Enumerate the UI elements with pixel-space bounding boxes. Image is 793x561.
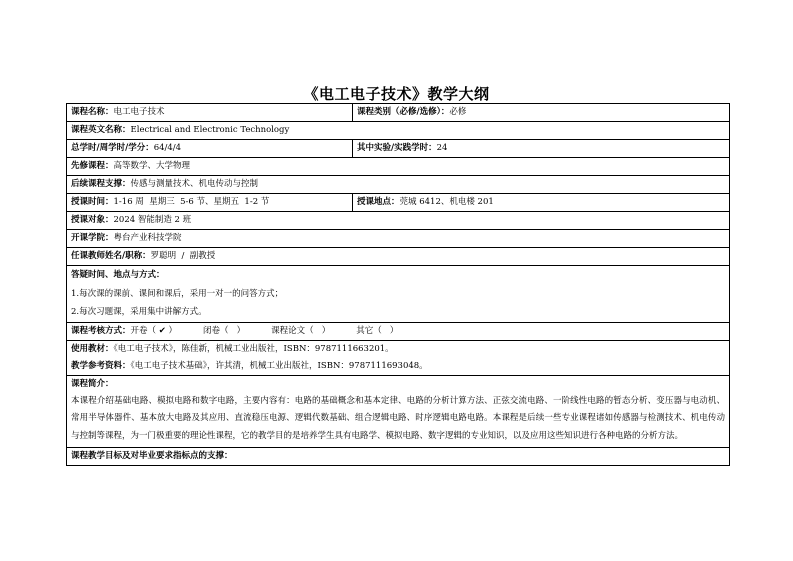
label: 授课地点： <box>357 197 400 207</box>
row-english-name <box>67 122 729 140</box>
label: 先修课程： <box>71 161 114 171</box>
lab-hours-value: 24 <box>436 143 448 153</box>
intro-text: 本课程介绍基础电路、模拟电路和数字电路，主要内容有：电路的基础概念和基本定律、电路的分析计算方法、正弦交流电路、一阶线性电路的暂态分析、变压器与电动机、常用半导体器件、基本放大电路及其应用、直流稳压电源、逻辑代数基础、组合逻辑电路、时序逻辑电路电路。本课程是后续一些专业课程诸如传感器与检测技术、机电传动与控制等课程，为一门极重要的理论性课程，它的教学目的是培养学生具有电路学、模拟电路、数字逻辑的专业知识，以及应用这些知识进行各种电路的分析方法。 <box>71 395 725 441</box>
row-course-name <box>67 104 729 122</box>
qa-line: 2.每次习题课，采用集中讲解方式。 <box>71 307 207 317</box>
row-college <box>67 230 729 248</box>
qa-line: 1.每次课的课前、课间和课后，采用一对一的问答方式； <box>71 288 284 299</box>
reference-value: 《电工电子技术基础》，许其清，机械工业出版社，ISBN：9787111693048。 <box>130 360 428 371</box>
assessment-paper: 课程论文（ ） <box>271 325 331 336</box>
label: 总学时/周学时/学分： <box>71 143 154 153</box>
followup-value: 传感与测量技术、机电传动与控制 <box>130 179 259 189</box>
row-assessment <box>67 323 729 341</box>
course-type-value: 必修 <box>449 107 467 117</box>
row-objectives <box>67 448 729 466</box>
textbook-value: 《电工电子技术》，陈佳新，机械工业出版社，ISBN：9787111663201。 <box>113 343 394 354</box>
label: 其中实验/实践学时： <box>357 143 437 153</box>
place-value: 莞城 6412、机电楼 201 <box>399 197 494 207</box>
label: 答疑时间、地点与方式： <box>71 270 165 280</box>
label: 教学参考资料： <box>71 360 131 371</box>
row-materials <box>67 341 729 376</box>
prerequisites-value: 高等数学、大学物理 <box>113 161 191 171</box>
row-prerequisites <box>67 158 729 176</box>
label: 课程类别（必修/选修）： <box>357 107 450 117</box>
label: 课程考核方式： <box>71 325 131 336</box>
label: 开课学院： <box>71 233 114 243</box>
label: 授课对象： <box>71 215 114 225</box>
hours-value: 64/4/4 <box>153 143 182 153</box>
time-value: 1-16 周 星期三 5-6 节、星期五 1-2 节 <box>113 197 270 207</box>
row-followup <box>67 176 729 194</box>
label: 课程名称： <box>71 107 114 117</box>
label: 使用教材： <box>71 343 114 354</box>
row-time-place <box>67 194 729 212</box>
label: 课程教学目标及对毕业要求指标点的支撑： <box>71 451 233 461</box>
label: 课程英文名称： <box>71 125 131 135</box>
syllabus-table <box>66 103 730 466</box>
assessment-closed: 闭卷（ ） <box>203 325 246 336</box>
row-hours <box>67 140 729 158</box>
course-name-value: 电工电子技术 <box>113 107 165 117</box>
label: 授课时间： <box>71 197 114 207</box>
english-name-value: Electrical and Electronic Technology <box>130 125 290 135</box>
teacher-value: 罗聪明 / 副教授 <box>150 251 216 261</box>
label: 后续课程支撑： <box>71 179 131 189</box>
row-qa <box>67 266 729 323</box>
college-value: 粤台产业科技学院 <box>113 233 182 243</box>
row-audience <box>67 212 729 230</box>
label: 任课教师姓名/职称： <box>71 251 151 261</box>
audience-value: 2024 智能制造 2 班 <box>113 215 192 225</box>
assessment-other: 其它（ ） <box>356 325 399 336</box>
label: 课程简介： <box>71 378 114 389</box>
assessment-open: 开卷（ ✔ ） <box>130 325 178 336</box>
document-title: 《电工电子技术》教学大纲 <box>303 85 490 103</box>
row-intro <box>67 376 729 449</box>
row-teacher <box>67 248 729 266</box>
